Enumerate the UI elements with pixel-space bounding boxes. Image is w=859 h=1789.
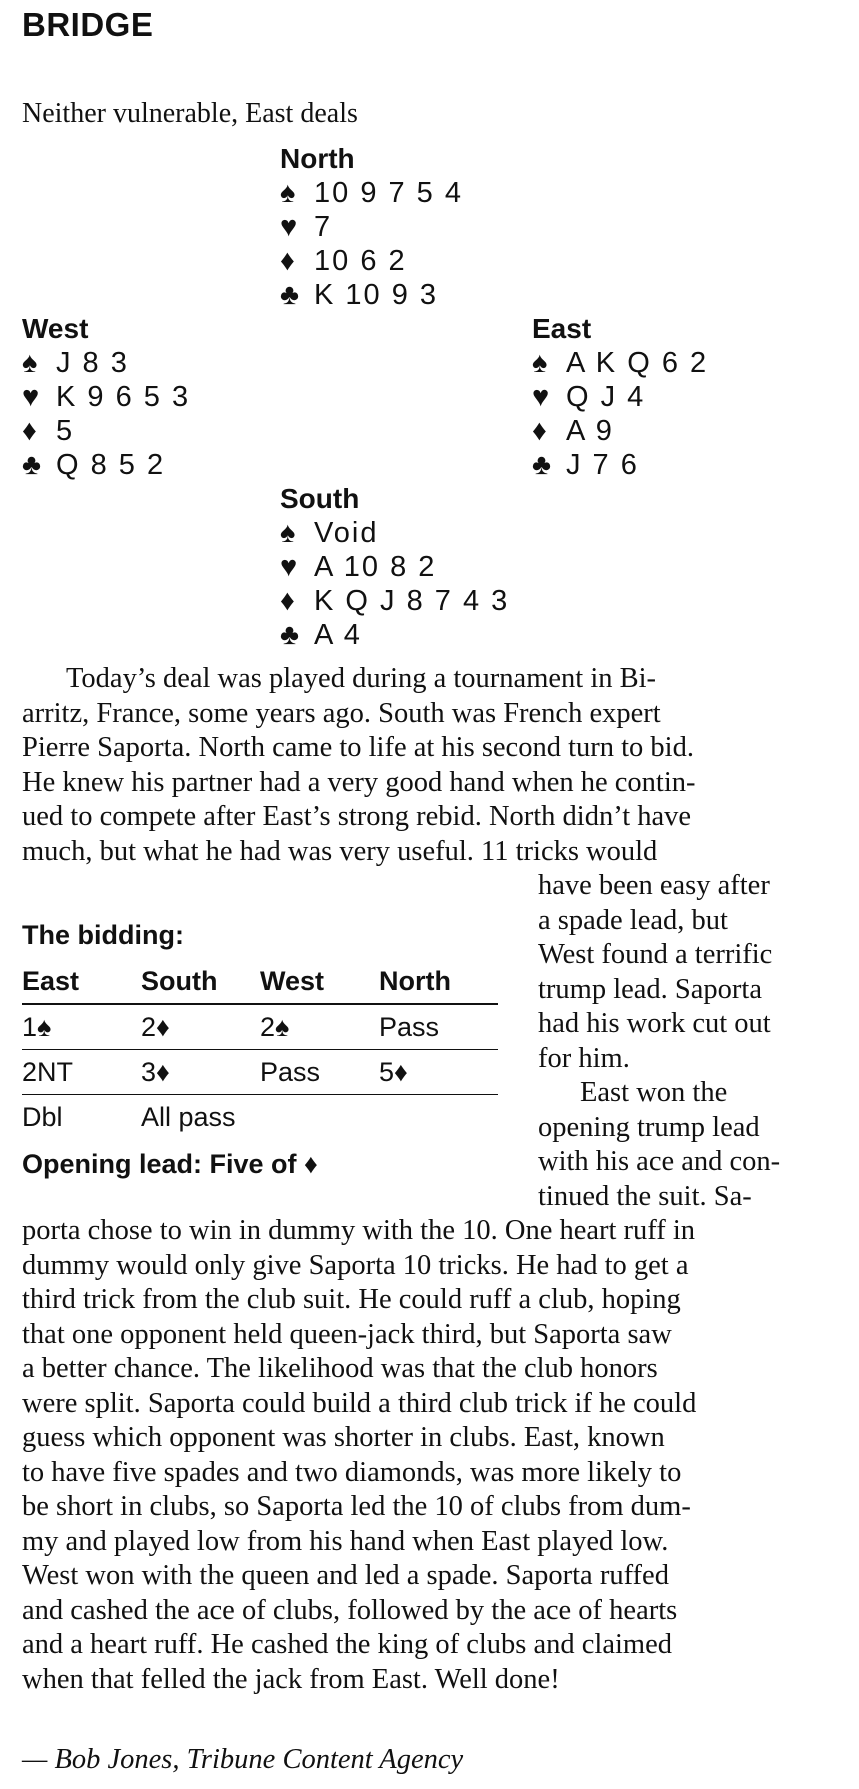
bid-cell: Pass bbox=[260, 1050, 379, 1095]
article-line: guess which opponent was shorter in clubs. East, known bbox=[22, 1422, 665, 1453]
article-line: third trick from the club suit. He could ruff a club, hoping bbox=[22, 1284, 681, 1315]
article-line: were split. Saporta could build a third club trick if he could bbox=[22, 1387, 697, 1419]
bidding-row bbox=[22, 1004, 498, 1050]
bid-cell bbox=[379, 1095, 498, 1140]
bidding-header-row bbox=[22, 963, 498, 1004]
diamond-icon: ♦ bbox=[280, 245, 295, 277]
article-line: for him. bbox=[538, 1042, 630, 1074]
spade-icon: ♠ bbox=[22, 347, 38, 379]
article-line: Pierre Saporta. North came to life at his second turn to bid. bbox=[22, 732, 694, 763]
article-line: much, but what he had was very useful. 11 tricks would bbox=[22, 835, 658, 867]
card-list: 5 bbox=[56, 415, 75, 447]
header-east: East bbox=[22, 963, 141, 1004]
card-list: Void bbox=[314, 517, 379, 549]
seat-label-south: South bbox=[280, 483, 360, 514]
club-icon: ♣ bbox=[22, 449, 42, 481]
bidding-title: The bidding: bbox=[22, 920, 184, 950]
heart-icon: ♥ bbox=[280, 551, 298, 583]
west-spades bbox=[22, 346, 190, 380]
east-clubs bbox=[532, 448, 708, 482]
page-title: BRIDGE bbox=[22, 6, 154, 43]
club-icon: ♣ bbox=[532, 449, 552, 481]
diamond-icon: ♦ bbox=[22, 415, 37, 447]
club-icon: ♣ bbox=[280, 279, 300, 311]
card-list: 7 bbox=[314, 211, 333, 243]
card-list: 10 6 2 bbox=[314, 245, 407, 277]
bid-cell: Pass bbox=[379, 1004, 498, 1050]
article-line: trump lead. Saporta bbox=[538, 973, 762, 1005]
bid-cell: 2♠ bbox=[260, 1004, 379, 1050]
bid-cell: All pass bbox=[141, 1101, 236, 1132]
card-list: A 4 bbox=[314, 619, 362, 651]
hand-south bbox=[280, 482, 509, 652]
west-clubs bbox=[22, 448, 190, 482]
card-list: K 9 6 5 3 bbox=[56, 381, 191, 413]
card-list: K Q J 8 7 4 3 bbox=[314, 585, 510, 617]
bidding-row bbox=[22, 1095, 498, 1140]
bid-cell: 1♠ bbox=[22, 1004, 141, 1050]
article-line: ued to compete after East’s strong rebid. North didn’t have bbox=[22, 801, 692, 832]
article-line: when that felled the jack from East. Well done! bbox=[22, 1663, 560, 1695]
article-line: arritz, France, some years ago. South was French expert bbox=[22, 697, 661, 729]
bid-cell: Dbl bbox=[22, 1101, 63, 1132]
article-line: had his work cut out bbox=[538, 1008, 771, 1039]
south-clubs bbox=[280, 618, 509, 652]
card-list: J 7 6 bbox=[566, 449, 639, 481]
article-line: East won the bbox=[580, 1077, 728, 1108]
header-north: North bbox=[379, 963, 498, 1004]
heart-icon: ♥ bbox=[280, 211, 298, 243]
spade-icon: ♠ bbox=[532, 347, 548, 379]
hand-west bbox=[22, 312, 190, 482]
bid-cell: 5♦ bbox=[379, 1050, 498, 1095]
hand-north bbox=[280, 142, 463, 312]
article-line: He knew his partner had a very good hand when he contin- bbox=[22, 766, 696, 798]
bid-cell bbox=[260, 1095, 379, 1140]
hand-east bbox=[532, 312, 708, 482]
article-line: to have five spades and two diamonds, was more likely to bbox=[22, 1456, 682, 1488]
west-hearts bbox=[22, 380, 190, 414]
article-line: porta chose to win in dummy with the 10. One heart ruff in bbox=[22, 1215, 696, 1246]
article-line: Today’s deal was played during a tournament in Bi- bbox=[66, 663, 657, 694]
article-line: dummy would only give Saporta 10 tricks. He had to get a bbox=[22, 1249, 689, 1281]
article-line: my and played low from his hand when East played low. bbox=[22, 1525, 669, 1557]
east-spades bbox=[532, 346, 708, 380]
west-diamonds bbox=[22, 414, 190, 448]
east-hearts bbox=[532, 380, 708, 414]
article-line: West found a terrific bbox=[538, 939, 773, 970]
article-line: tinued the suit. Sa- bbox=[538, 1180, 752, 1212]
card-list: K 10 9 3 bbox=[314, 279, 439, 311]
article-line: have been easy after bbox=[538, 870, 770, 901]
article-line: and cashed the ace of clubs, followed by the ace of hearts bbox=[22, 1594, 678, 1626]
card-list: J 8 3 bbox=[56, 347, 129, 379]
byline: — Bob Jones, Tribune Content Agency bbox=[22, 1744, 464, 1775]
seat-label-north: North bbox=[280, 143, 355, 174]
vulnerability-line: Neither vulnerable, East deals bbox=[22, 98, 358, 129]
heart-icon: ♥ bbox=[532, 381, 550, 413]
bidding-row bbox=[22, 1050, 498, 1095]
article-line: a better chance. The likelihood was that the club honors bbox=[22, 1353, 658, 1384]
card-list: Q 8 5 2 bbox=[56, 449, 166, 481]
south-diamonds bbox=[280, 584, 509, 618]
diamond-icon: ♦ bbox=[280, 585, 295, 617]
bid-cell: 2NT bbox=[22, 1050, 141, 1095]
club-icon: ♣ bbox=[280, 619, 300, 651]
bid-cell: 2♦ bbox=[141, 1004, 260, 1050]
bidding-box bbox=[22, 920, 498, 1180]
north-hearts bbox=[280, 210, 463, 244]
east-diamonds bbox=[532, 414, 708, 448]
north-spades bbox=[280, 176, 463, 210]
south-hearts bbox=[280, 550, 509, 584]
article-line: with his ace and con- bbox=[538, 1146, 781, 1177]
article-line: opening trump lead bbox=[538, 1111, 760, 1143]
card-list: A K Q 6 2 bbox=[566, 347, 709, 379]
south-spades bbox=[280, 516, 509, 550]
diamond-icon: ♦ bbox=[532, 415, 547, 447]
heart-icon: ♥ bbox=[22, 381, 40, 413]
article-line: West won with the queen and led a spade. Saporta ruffed bbox=[22, 1560, 669, 1591]
north-diamonds bbox=[280, 244, 463, 278]
card-list: A 10 8 2 bbox=[314, 551, 437, 583]
header-west: West bbox=[260, 963, 379, 1004]
seat-label-west: West bbox=[22, 313, 89, 344]
seat-label-east: East bbox=[532, 313, 592, 344]
article-line: and a heart ruff. He cashed the king of clubs and claimed bbox=[22, 1629, 672, 1660]
article-line: a spade lead, but bbox=[538, 904, 728, 936]
header-south: South bbox=[141, 963, 260, 1004]
opening-lead: Opening lead: Five of ♦ bbox=[22, 1149, 318, 1179]
card-list: 10 9 7 5 4 bbox=[314, 177, 463, 209]
spade-icon: ♠ bbox=[280, 517, 296, 549]
spade-icon: ♠ bbox=[280, 177, 296, 209]
card-list: A 9 bbox=[566, 415, 614, 447]
article-line: that one opponent held queen-jack third, but Saporta saw bbox=[22, 1318, 672, 1350]
card-list: Q J 4 bbox=[566, 381, 646, 413]
bidding-table bbox=[22, 963, 498, 1139]
bid-cell: 3♦ bbox=[141, 1050, 260, 1095]
north-clubs bbox=[280, 278, 463, 312]
article-line: be short in clubs, so Saporta led the 10 of clubs from dum- bbox=[22, 1491, 691, 1522]
